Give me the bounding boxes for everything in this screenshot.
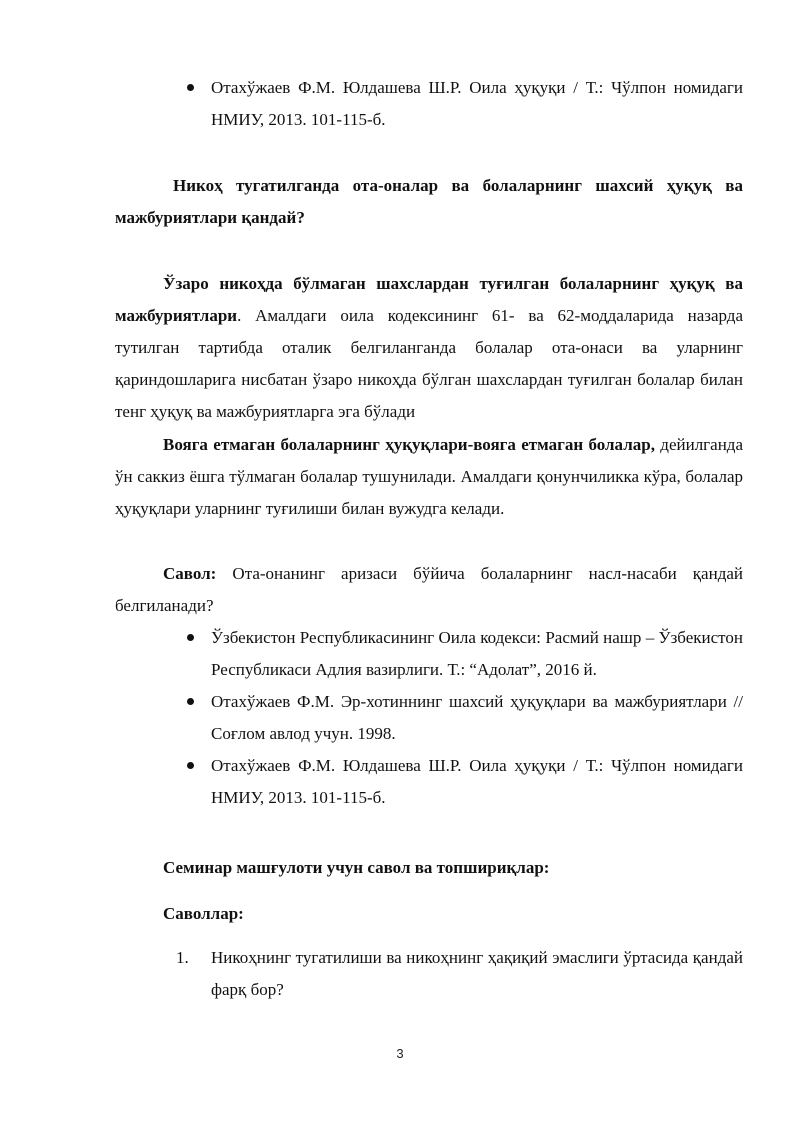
paragraph-1 (115, 268, 743, 428)
reference-list (115, 622, 743, 814)
reference-item (115, 622, 743, 686)
page-number: 3 (396, 1046, 404, 1061)
bullet-icon (187, 762, 194, 769)
question-text: Ота-онанинг аризаси бўйича болаларнинг насл-насаби қандай белгиланади? (115, 564, 743, 615)
paragraph-2 (115, 429, 743, 525)
seminar-heading: Семинар машғулоти учун савол ва топшириқлар: (163, 858, 550, 877)
reference-text: Отахўжаев Ф.М. Юлдашева Ш.Р. Оила ҳуқуқи / Т.: Чўлпон номидаги НМИУ, 2013. 101-115-б. (211, 756, 743, 807)
bullet-icon (187, 698, 194, 705)
paragraph-2-text: дейилганда ўн саккиз ёшга тўлмаган болалар тушунилади. Амалдаги қонунчиликка кўра, болалар ҳуқуқлари уларнинг туғилиши билан вужудга келади. (115, 435, 743, 518)
reference-text: Отахўжаев Ф.М. Юлдашева Ш.Р. Оила ҳуқуқи / Т.: Чўлпон номидаги НМИУ, 2013. 101-115-б. (211, 78, 743, 129)
top-reference-list (115, 72, 743, 136)
question-number: 1. (176, 948, 189, 967)
bullet-icon (187, 634, 194, 641)
question-label: Савол: (163, 564, 217, 583)
reference-text: Отахўжаев Ф.М. Эр-хотиннинг шахсий ҳуқуқлари ва мажбуриятлари // Соғлом авлод учун. 1998. (211, 692, 743, 743)
reference-item (115, 686, 743, 750)
questions-list (115, 942, 743, 1006)
paragraph-1-bold: Ўзаро никоҳда бўлмаган шахслардан туғилган болаларнинг ҳуқуқ ва мажбуриятлари (115, 274, 743, 325)
reference-text: Ўзбекистон Республикасининг Оила кодекси: Расмий нашр – Ўзбекистон Республикаси Адлия вазирлиги. Т.: “Адолат”, 2016 й. (211, 628, 743, 679)
question-item-text: Никоҳнинг тугатилиши ва никоҳнинг ҳақиқий эмаслиги ўртасида қандай фарқ бор? (211, 948, 743, 999)
bullet-icon (187, 84, 194, 91)
paragraph-2-bold: Вояга етмаган болаларнинг ҳуқуқлари-вояга етмаган болалар, (163, 435, 655, 454)
question-item (115, 942, 743, 1006)
question-paragraph (115, 558, 743, 622)
reference-item (115, 750, 743, 814)
questions-heading: Саволлар: (163, 904, 244, 923)
section-heading: Никоҳ тугатилганда ота-оналар ва болаларнинг шахсий ҳуқуқ ва мажбуриятлари қандай? (115, 176, 743, 227)
reference-item (115, 72, 743, 136)
paragraph-1-text: . Амалдаги оила кодексининг 61- ва 62-моддаларида назарда тутилган тартибда оталик белгиланганда болалар ота-онаси ва уларнинг қариндошларига нисбатан ўзаро никоҳда бўлган шахслардан туғилган болалар билан тенг ҳуқуқ ва мажбуриятларга эга бўлади (115, 306, 743, 421)
